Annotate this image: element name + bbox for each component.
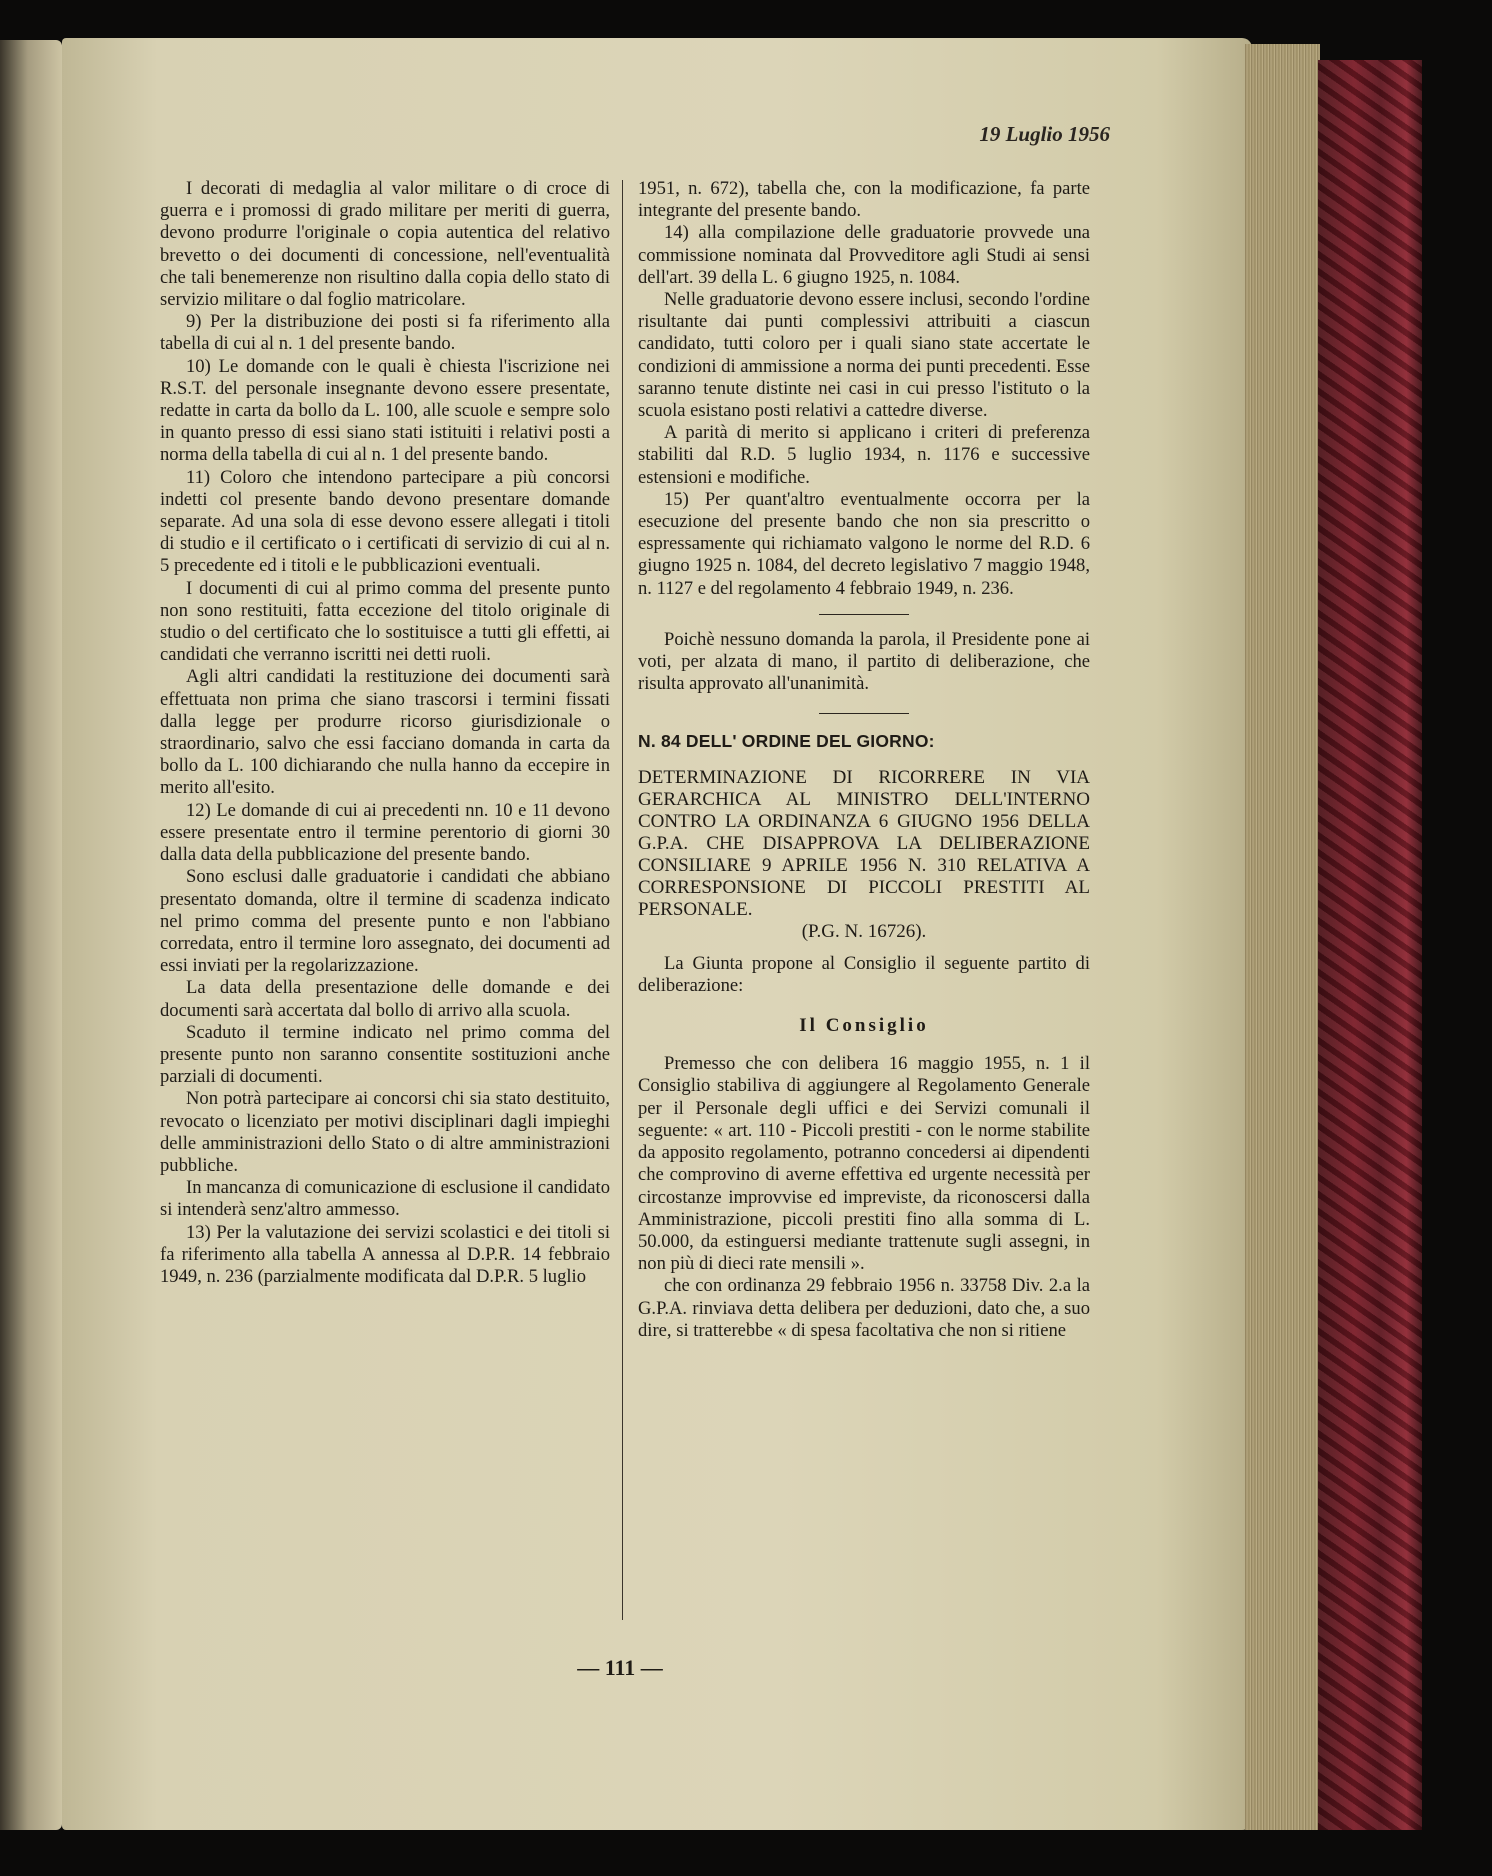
paragraph: Scaduto il termine indicato nel primo comma del presente punto non saranno consentite sostituzioni anche parziali di documenti.	[160, 1021, 610, 1088]
book-cover	[1318, 60, 1422, 1830]
vote-paragraph: Poichè nessuno domanda la parola, il Presidente pone ai voti, per alzata di mano, il partito di deliberazione, che risulta approvato all'unanimità.	[638, 628, 1090, 695]
paragraph: Nelle graduatorie devono essere inclusi, secondo l'ordine risultante dai punti complessivi attribuiti a ciascun candidato, tutti coloro per i quali siano state accertate le condizioni di ammissione a norma dei punti precedenti. Esse saranno tenute distinte nei casi in cui presso l'istituto o la scuola esistano posti relativi a cattedre diverse.	[638, 289, 1090, 422]
paragraph: Sono esclusi dalle graduatorie i candidati che abbiano presentato domanda, oltre il termine di scadenza indicato nel primo comma del presente punto e non l'abbiano corredata, entro il termine loro assegnato, dei documenti ad essi inviati per la regolarizzazione.	[160, 866, 610, 977]
paragraph: 14) alla compilazione delle graduatorie provvede una commissione nominata dal Provveditore agli Studi ai sensi dell'art. 39 della L. 6 giugno 1925, n. 1084.	[638, 222, 1090, 288]
page-stack-edge	[1245, 44, 1320, 1830]
paragraph: 12) Le domande di cui ai precedenti nn. 10 e 11 devono essere presentate entro il termine perentorio di giorni 30 dalla data della pubblicazione del presente bando.	[160, 799, 610, 866]
page-number: — 111 —	[577, 1655, 663, 1680]
paragraph: Premesso che con delibera 16 maggio 1955, n. 1 il Consiglio stabiliva di aggiungere al Regolamento Generale per il Personale degli uffici e dei Servizi comunali il seguente: « art. 110 - Piccoli prestiti - con le norme stabilite da apposito regolamento, potranno concedersi ai dipendenti che comprovino di averne effettiva ed urgente necessità per circostanze improvvise ed impreviste, da riconoscersi dalla Amministrazione, piccoli prestiti fino alla somma di L. 50.000, da estinguersi mediante trattenute sugli assegni, in non più di dieci rate mensili ».	[638, 1053, 1090, 1275]
paragraph: Non potrà partecipare ai concorsi chi sia stato destituito, revocato o licenziato per motivi disciplinari dagli impieghi delle amministrazioni dello Stato o di altre amministrazioni pubbliche.	[160, 1088, 610, 1176]
paragraph: Agli altri candidati la restituzione dei documenti sarà effettuata non prima che siano trascorsi i termini fissati dalla legge per produrre ricorso giurisdizionale o straordinario, salvo che essi facciano domanda in carta da bollo da L. 100 dichiarando che nulla hanno da eccepire in merito all'esito.	[160, 666, 610, 799]
paragraph: 15) Per quant'altro eventualmente occorra per la esecuzione del presente bando che non sia prescritto o espressamente qui richiamato valgono le norme del R.D. 6 giugno 1925 n. 1084, del decreto legislativo 7 maggio 1948, n. 1127 e del regolamento 4 febbraio 1949, n. 236.	[638, 488, 1090, 599]
paragraph: 10) Le domande con le quali è chiesta l'iscrizione nei R.S.T. del personale insegnante devono essere presentate, redatte in carta da bollo da L. 100, alle scuole e sempre solo in quanto presso di essi siano stati istituiti i relativi posti a norma della tabella di cui al n. 1 del presente bando.	[160, 355, 610, 466]
paragraph: In mancanza di comunicazione di esclusione il candidato si intenderà senz'altro ammesso.	[160, 1177, 610, 1221]
agenda-item-heading: N. 84 DELL' ORDINE DEL GIORNO:	[638, 731, 935, 752]
paragraph: 13) Per la valutazione dei servizi scolastici e dei titoli si fa riferimento alla tabella A annessa al D.P.R. 14 febbraio 1949, n. 236 (parzialmente modificata dal D.P.R. 5 luglio	[160, 1221, 610, 1287]
section-rule	[819, 614, 909, 615]
page-header-date: 19 Luglio 1956	[979, 122, 1110, 146]
previous-page-edge	[0, 40, 62, 1830]
paragraph: che con ordinanza 29 febbraio 1956 n. 33758 Div. 2.a la G.P.A. rinviava detta delibera per deduzioni, dato che, a suo dire, si tratterebbe « di spesa facoltativa che non si ritiene	[638, 1275, 1090, 1341]
agenda-item-subject: DETERMINAZIONE DI RICORRERE IN VIA GERARCHICA AL MINISTRO DELL'INTERNO CONTRO LA ORDINANZA 6 GIUGNO 1956 DELLA G.P.A. CHE DISAPPROVA LA DELIBERAZIONE CONSILIARE 9 APRILE 1956 N. 310 RELATIVA A CORRESPONSIONE DI PICCOLI PRESTITI AL PERSONALE.	[638, 766, 1090, 920]
agenda-item-reference: (P.G. N. 16726).	[801, 920, 927, 942]
proposal-intro: La Giunta propone al Consiglio il seguente partito di deliberazione:	[638, 952, 1090, 996]
paragraph: I documenti di cui al primo comma del presente punto non sono restituiti, fatta eccezione del titolo originale di studio o del certificato che lo sostituisce a tutti gli effetti, ai candidati che verranno iscritti nei detti ruoli.	[160, 577, 610, 666]
paragraph: A parità di merito si applicano i criteri di preferenza stabiliti dal R.D. 5 luglio 1934, n. 1176 e successive estensioni e modifiche.	[638, 422, 1090, 488]
column-divider	[622, 180, 623, 1620]
council-heading: Il Consiglio	[799, 1015, 929, 1037]
paragraph: La data della presentazione delle domande e dei documenti sarà accertata dal bollo di arrivo alla scuola.	[160, 977, 610, 1021]
paragraph: I decorati di medaglia al valor militare o di croce di guerra e i promossi di grado militare per meriti di guerra, devono produrre l'originale o copia autentica del relativo brevetto o dei documenti di concessione, nell'eventualità che tali benemerenze non risultino dalla copia dello stato di servizio militare o dal foglio matricolare.	[160, 178, 610, 311]
paragraph: 11) Coloro che intendono partecipare a più concorsi indetti col presente bando devono presentare domande separate. Ad una sola di esse devono essere allegati i titoli di studio e il certificato o i certificati di servizio di cui al n. 5 precedente ed i titoli e le pubblicazioni eventuali.	[160, 466, 610, 577]
paragraph: 1951, n. 672), tabella che, con la modificazione, fa parte integrante del presente bando.	[638, 178, 1090, 222]
right-text-column	[638, 178, 1090, 1342]
section-rule	[819, 713, 909, 714]
paragraph: 9) Per la distribuzione dei posti si fa riferimento alla tabella di cui al n. 1 del presente bando.	[160, 311, 610, 355]
left-text-column	[160, 178, 610, 1288]
